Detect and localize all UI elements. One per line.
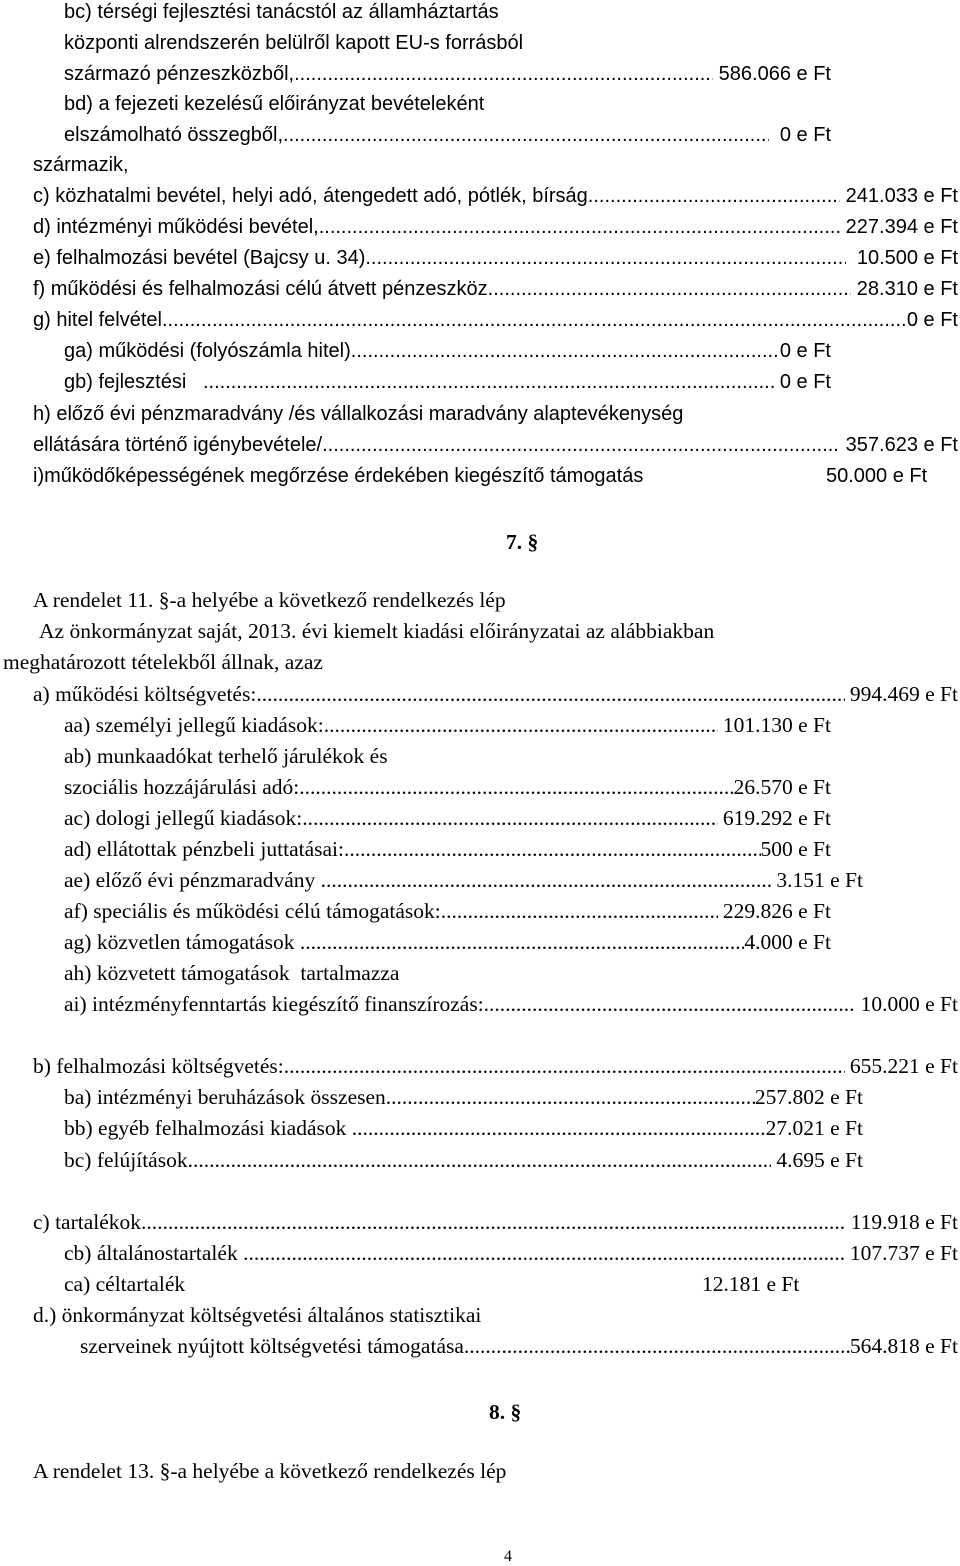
dotted-line-cb: cb) általánostartalék ..... 107.737 e Ft xyxy=(64,1243,958,1265)
dotted-line-bc-amount: származó pénzeszközből, ..... 586.066 e Ft xyxy=(64,64,831,84)
text-line-ah: ah) közvetett támogatások tartalmazza xyxy=(64,961,400,985)
dotted-line-af: af) speciális és működési célú támogatások: ..... 229.826 e Ft xyxy=(64,901,831,923)
rendelet-11-line: A rendelet 11. §-a helyébe a következő rendelkezés lép xyxy=(33,588,506,612)
dotted-line-ad: ad) ellátottak pénzbeli juttatásai: ..... 500 e Ft xyxy=(64,839,831,861)
dotted-line-ae: ae) előző évi pénzmaradvány ..... 3.151 e Ft xyxy=(64,870,863,892)
text-line-ab: ab) munkaadókat terhelő járulékok és xyxy=(64,744,388,768)
dotted-line-h-amount: ellátására történő igénybevétele/ ..... 357.623 e Ft xyxy=(33,435,958,455)
dotted-line-f: f) működési és felhalmozási célú átvett pénzeszköz ..... 28.310 e Ft xyxy=(33,279,958,299)
dotted-line-gb: gb) fejlesztési ..... 0 e Ft xyxy=(64,372,831,392)
dotted-line-e: e) felhalmozási bevétel (Bajcsy u. 34) ..... 10.500 e Ft xyxy=(33,248,958,268)
dotted-line-a: a) működési költségvetés: ..... 994.469 e Ft xyxy=(33,684,958,706)
text-line-ca-amount: 12.181 e Ft xyxy=(702,1272,800,1296)
dotted-line-ac: ac) dologi jellegű kiadások: ..... 619.292 e Ft xyxy=(64,808,831,830)
text-line-bc-cont: központi alrendszerén belülről kapott EU-s forrásból xyxy=(64,32,524,54)
text-line-d: d.) önkormányzat költségvetési általános statisztikai xyxy=(33,1303,482,1327)
dotted-line-bb: bb) egyéb felhalmozási kiadások ..... 27.021 e Ft xyxy=(64,1118,863,1140)
dotted-line-aa: aa) személyi jellegű kiadások: ..... 101.130 e Ft xyxy=(64,715,831,737)
dotted-line-c-tartalekok: c) tartalékok ..... 119.918 e Ft xyxy=(33,1212,958,1234)
text-line-ca: ca) céltartalék xyxy=(64,1272,186,1296)
intro-line-2: meghatározott tételekből állnak, azaz xyxy=(3,650,323,674)
dotted-line-d-amount: szerveinek nyújtott költségvetési támogatása ..... 564.818 e Ft xyxy=(80,1336,958,1358)
dotted-line-b: b) felhalmozási költségvetés: ..... 655.221 e Ft xyxy=(33,1056,958,1078)
dotted-line-bc: bc) felújítások ..... 4.695 e Ft xyxy=(64,1150,863,1172)
text-line-szarmazik: származik, xyxy=(33,154,129,176)
section-heading-7: 7. § xyxy=(506,530,539,554)
dotted-line-g: g) hitel felvétel ..... 0 e Ft xyxy=(33,310,958,330)
dotted-line-d: d) intézményi működési bevétel, ..... 227.394 e Ft xyxy=(33,217,958,237)
section-heading-8: 8. § xyxy=(489,1400,522,1424)
dotted-line-ba: ba) intézményi beruházások összesen ..... 257.802 e Ft xyxy=(64,1087,863,1109)
intro-line-1: Az önkormányzat saját, 2013. évi kiemelt kiadási előirányzatai az alábbiakban xyxy=(39,619,715,643)
dotted-line-c: c) közhatalmi bevétel, helyi adó, átengedett adó, pótlék, bírság ..... 241.033 e Ft xyxy=(33,186,958,206)
rendelet-13-line: A rendelet 13. §-a helyébe a következő rendelkezés lép xyxy=(33,1459,507,1483)
dotted-line-ai: ai) intézményfenntartás kiegészítő finanszírozás: ..... 10.000 e Ft xyxy=(64,994,958,1016)
dotted-line-bd-amount: elszámolható összegből, ..... 0 e Ft xyxy=(64,125,831,145)
text-line-bd: bd) a fejezeti kezelésű előirányzat bevételeként xyxy=(64,93,485,115)
text-line-i: i)működőképességének megőrzése érdekében kiegészítő támogatás xyxy=(33,465,644,487)
dotted-line-ag: ag) közvetlen támogatások ..... 4.000 e Ft xyxy=(64,932,831,954)
dotted-line-ab-amount: szociális hozzájárulási adó: ..... 26.570 e Ft xyxy=(64,777,831,799)
text-line-i-amount: 50.000 e Ft xyxy=(826,465,928,487)
dotted-line-ga: ga) működési (folyószámla hitel) ..... 0 e Ft xyxy=(64,341,831,361)
page-number: 4 xyxy=(504,1548,512,1565)
text-line-bc: bc) térségi fejlesztési tanácstól az államháztartás xyxy=(64,1,499,23)
text-line-h: h) előző évi pénzmaradvány /és vállalkozási maradvány alaptevékenység xyxy=(33,403,684,425)
